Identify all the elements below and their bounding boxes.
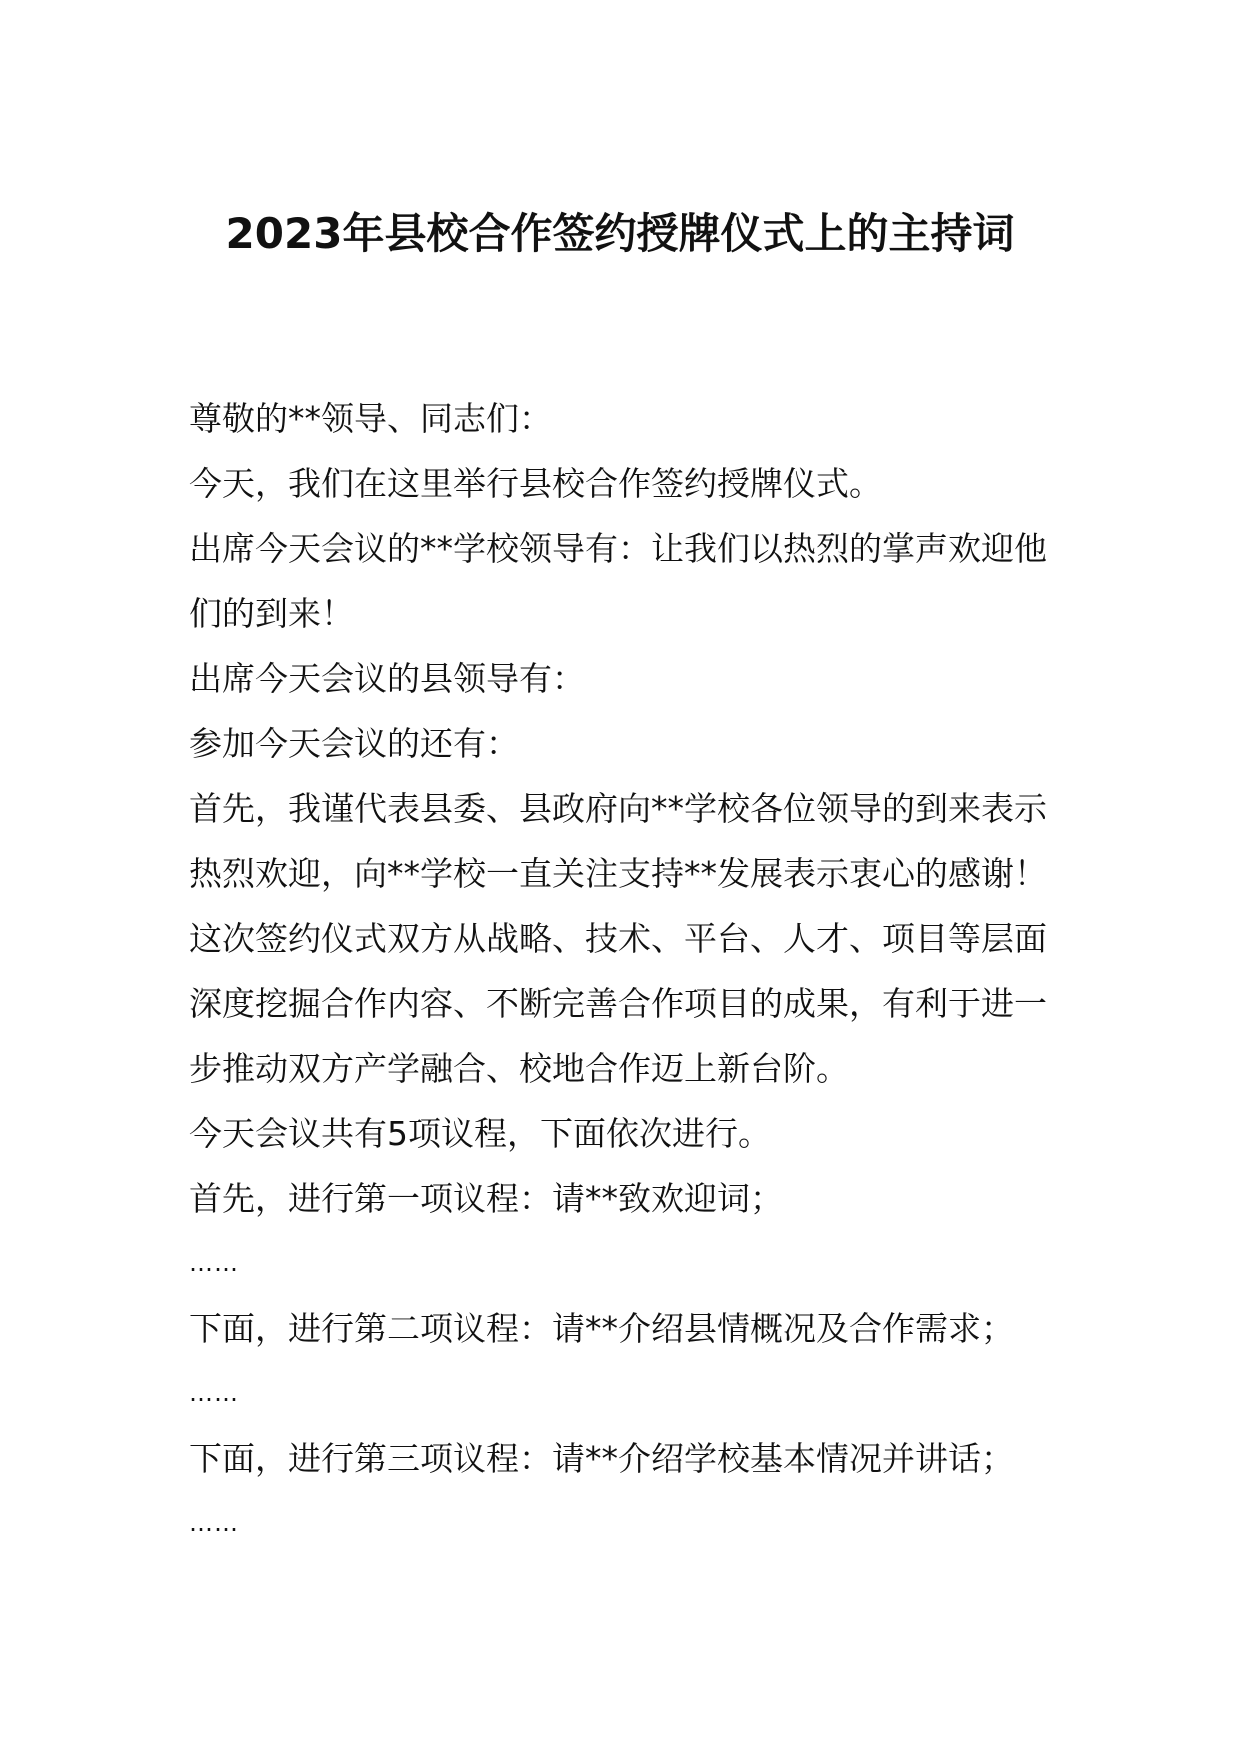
agenda-item-2: 下面，进行第二项议程：请**介绍县情概况及合作需求；: [189, 1309, 1014, 1348]
agenda-intro-paragraph: 今天会议共有5项议程，下面依次进行。: [189, 1114, 771, 1153]
salutation-paragraph: 尊敬的**领导、同志们：: [189, 399, 552, 438]
ellipsis-1: ……: [189, 1249, 239, 1277]
ellipsis-3: ……: [189, 1509, 239, 1537]
school-leaders-paragraph: 出席今天会议的**学校领导有：让我们以热烈的掌声欢迎他们的到来！: [189, 529, 1047, 633]
document-title: 2023年县校合作签约授牌仪式上的主持词: [225, 209, 1015, 258]
other-attendees-paragraph: 参加今天会议的还有：: [189, 724, 519, 763]
ellipsis-2: ……: [189, 1379, 239, 1407]
document-body: [189, 386, 1059, 1556]
agenda-item-3: 下面，进行第三项议程：请**介绍学校基本情况并讲话；: [189, 1439, 1014, 1478]
county-leaders-paragraph: 出席今天会议的县领导有：: [189, 659, 585, 698]
welcome-paragraph: 首先，我谨代表县委、县政府向**学校各位领导的到来表示热烈欢迎，向**学校一直关注支持**发展表示衷心的感谢！这次签约仪式双方从战略、技术、平台、人才、项目等层面深度挖掘合作内容、不断完善合作项目的成果，有利于进一步推动双方产学融合、校地合作迈上新台阶。: [189, 789, 1047, 1088]
opening-paragraph: 今天，我们在这里举行县校合作签约授牌仪式。: [189, 464, 882, 503]
agenda-item-1: 首先，进行第一项议程：请**致欢迎词；: [189, 1179, 783, 1218]
